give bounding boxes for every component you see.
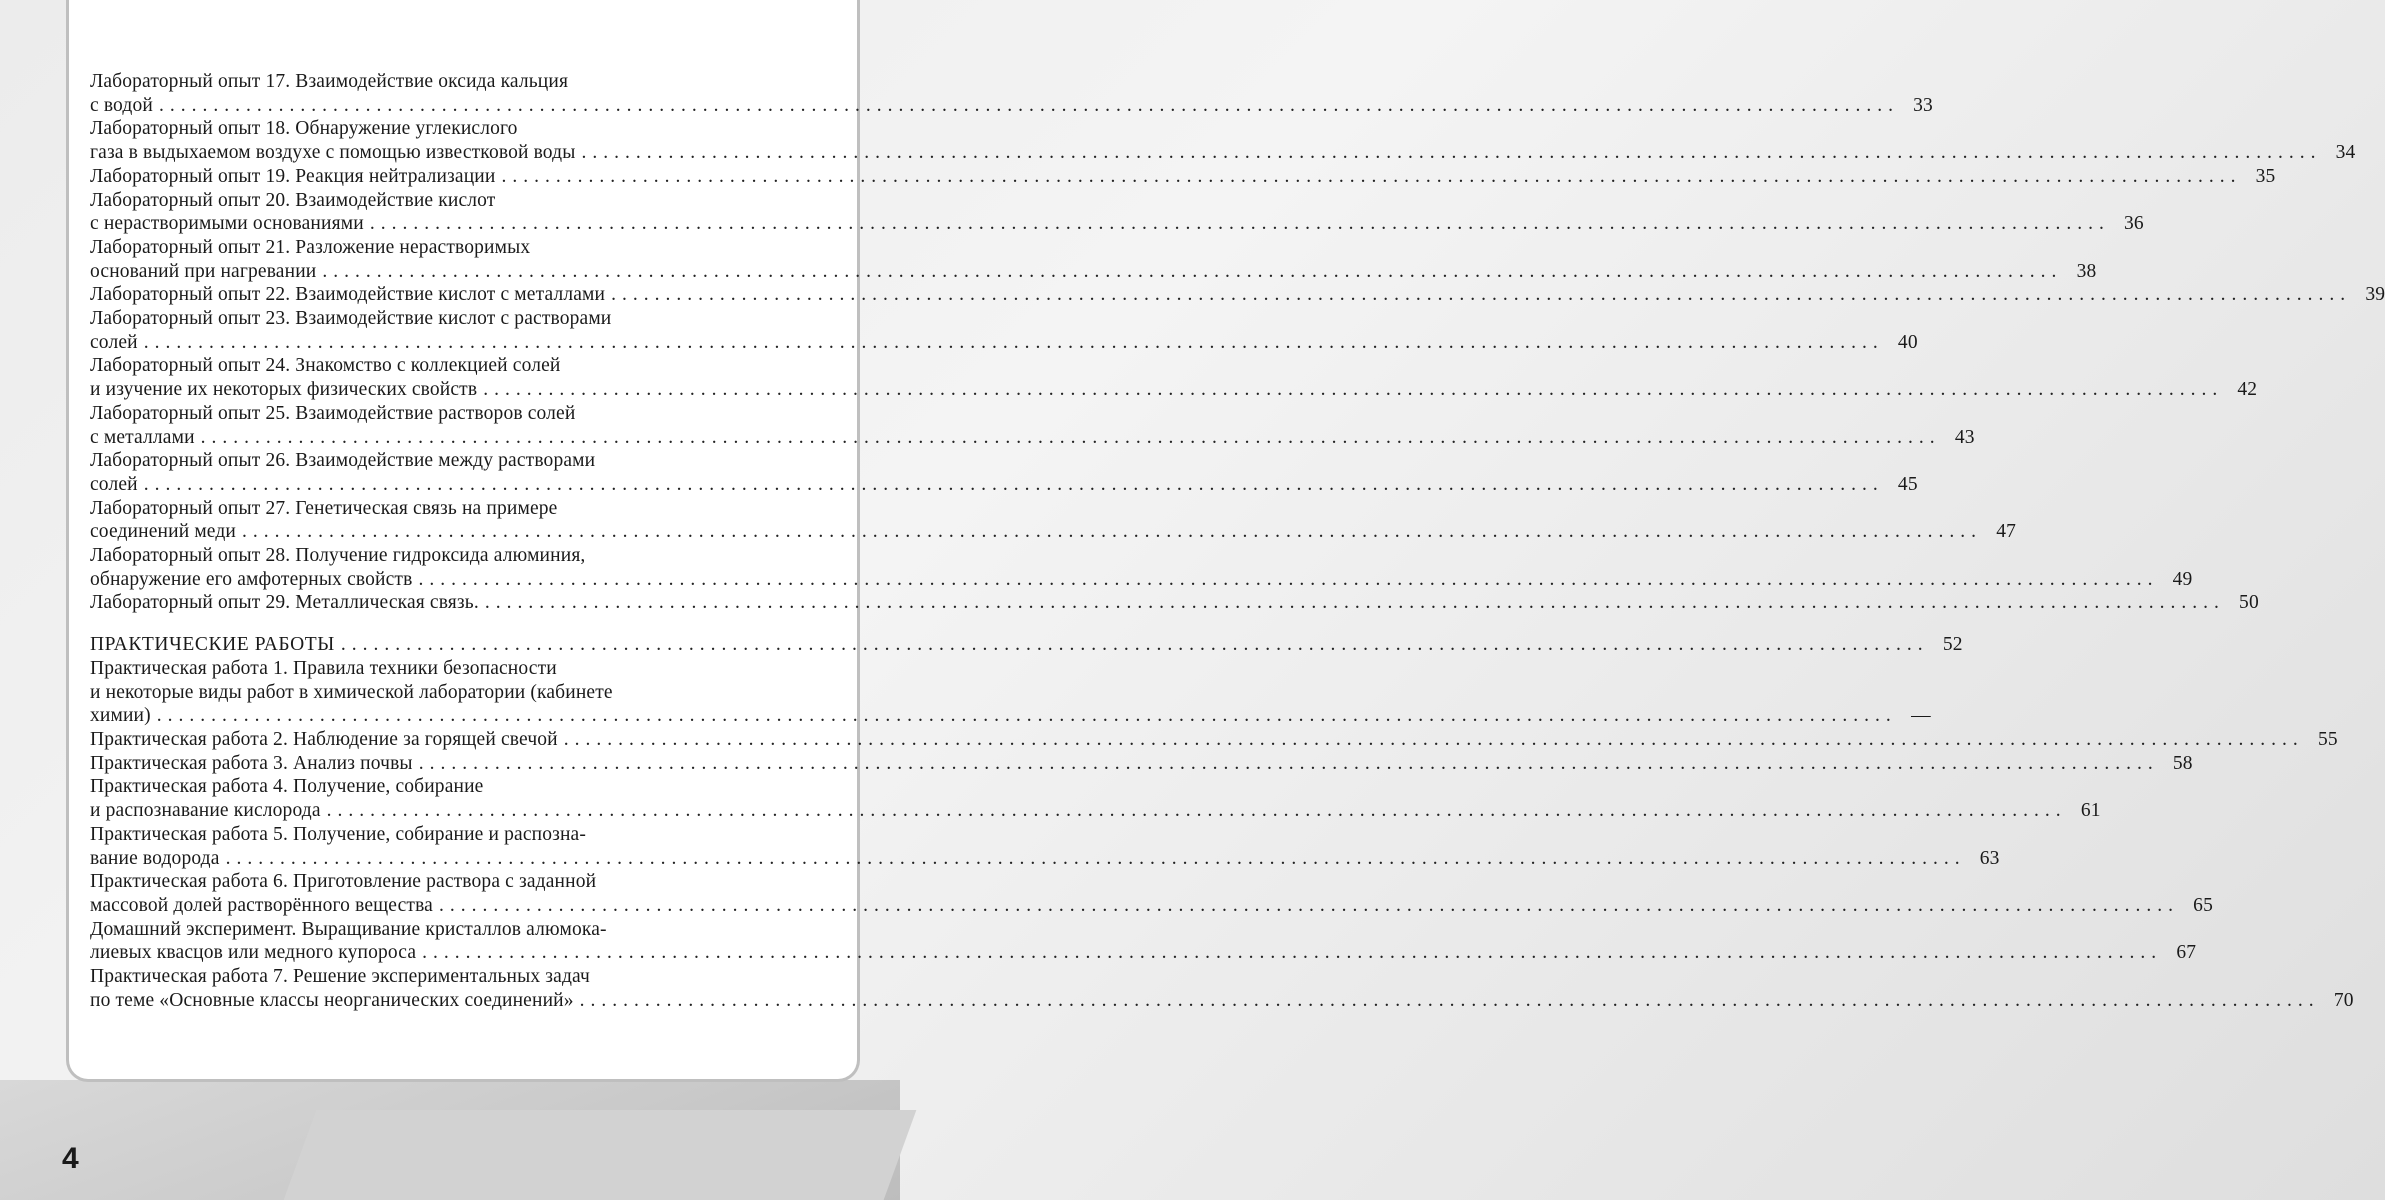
dot-leader: ................................................................................................................................................................	[418, 752, 2159, 774]
toc-entry	[90, 870, 2213, 917]
page-ref: 36	[2124, 213, 2144, 235]
toc-entry	[90, 544, 2193, 591]
entry-text-line: Лабораторный опыт 23. Взаимодействие кислот с растворами	[90, 308, 612, 330]
toc-entry	[90, 775, 2101, 822]
entry-text-line: Лабораторный опыт 29. Металлическая связь.	[90, 592, 479, 614]
page-ref: 45	[1897, 473, 1918, 495]
entry-text-line: вание водорода	[90, 847, 220, 869]
entry-text-line: Лабораторный опыт 28. Получение гидроксида алюминия,	[90, 545, 586, 567]
dot-leader: ................................................................................................................................................................	[579, 989, 2320, 1011]
entry-text-line: Лабораторный опыт 26. Взаимодействие между растворами	[90, 450, 596, 472]
toc-entry	[90, 307, 1918, 354]
dot-leader: ................................................................................................................................................................	[369, 213, 2110, 235]
page-ref: 58	[2172, 752, 2193, 774]
page-ref: 39	[2365, 284, 2385, 306]
toc-entry	[90, 657, 1931, 728]
dot-leader: ................................................................................................................................................................	[242, 521, 1983, 543]
page-ref: 42	[2237, 379, 2258, 401]
dot-leader: ................................................................................................................................................................	[225, 847, 1966, 869]
toc-entry	[90, 823, 2000, 870]
toc-entry	[90, 591, 2259, 615]
page-ref: —	[1911, 705, 1931, 727]
dot-leader: ................................................................................................................................................................	[143, 331, 1884, 353]
page-ref: 65	[2193, 894, 2213, 916]
dot-leader: ................................................................................................................................................................	[322, 260, 2063, 282]
toc-entry	[90, 752, 2193, 776]
page-ref: 43	[1954, 426, 1975, 448]
entry-text-line: и некоторые виды работ в химической лаборатории (кабинете	[90, 681, 613, 703]
entry-text-line: Практическая работа 5. Получение, собирание и распозна-	[90, 823, 587, 845]
toc-entry	[90, 449, 1918, 496]
entry-text-line: Практическая работа 4. Получение, собирание	[90, 776, 484, 798]
entry-text-line: Лабораторный опыт 19. Реакция нейтрализации	[90, 165, 496, 187]
practical-entries-list	[90, 657, 2354, 1013]
entry-text-line: по теме «Основные классы неорганических соединений»	[90, 989, 574, 1011]
entry-text-line: солей	[90, 473, 138, 495]
dot-leader: ................................................................................................................................................................	[143, 473, 1884, 495]
dot-leader: ................................................................................................................................................................	[158, 94, 1899, 116]
toc-entry	[90, 728, 2338, 752]
section-gap	[90, 615, 850, 633]
toc-entry	[90, 189, 2144, 236]
dot-leader: ................................................................................................................................................................	[611, 284, 2352, 306]
entry-text-line: Практическая работа 6. Приготовление раствора с заданной	[90, 871, 597, 893]
page-ref: 49	[2172, 568, 2193, 590]
entry-text-line: Практическая работа 7. Решение экспериментальных задач	[90, 966, 591, 988]
toc-entry	[90, 402, 1975, 449]
toc-entry	[90, 70, 1933, 117]
entry-text-line: Практическая работа 1. Правила техники безопасности	[90, 657, 557, 679]
entry-text-line: газа в выдыхаемом воздухе с помощью известковой воды	[90, 142, 576, 164]
entry-text-line: Лабораторный опыт 27. Генетическая связь на примере	[90, 497, 558, 519]
dot-leader: ................................................................................................................................................................	[326, 800, 2067, 822]
dot-leader: ................................................................................................................................................................	[418, 568, 2159, 590]
entry-text-line: с водой	[90, 94, 153, 116]
toc-entry	[90, 354, 2258, 401]
entry-text-line: Практическая работа 2. Наблюдение за горящей свечой	[90, 728, 558, 750]
background-shape-accent	[284, 1110, 917, 1200]
entry-text-line: с нерастворимыми основаниями	[90, 213, 364, 235]
entry-text-line: оснований при нагревании	[90, 260, 317, 282]
page-ref: 35	[2255, 165, 2276, 187]
entry-text-line: химии)	[90, 705, 151, 727]
entry-text-line: соединений меди	[90, 521, 237, 543]
toc-entry	[90, 236, 2097, 283]
entry-text-line: и распознавание кислорода	[90, 800, 321, 822]
toc-entry	[90, 965, 2354, 1012]
dot-leader: ................................................................................................................................................................	[200, 426, 1941, 448]
page-ref: 34	[2335, 142, 2356, 164]
page-ref: 63	[1979, 847, 2000, 869]
entry-text-line: лиевых квасцов или медного купороса	[90, 942, 417, 964]
dot-leader: ................................................................................................................................................................	[563, 728, 2304, 750]
page-ref: 47	[1996, 521, 2017, 543]
entry-text-line: Лабораторный опыт 24. Знакомство с коллекцией солей	[90, 355, 561, 377]
page-ref: 40	[1897, 331, 1918, 353]
page-number: 4	[62, 1142, 79, 1175]
dot-leader: ................................................................................................................................................................	[484, 592, 2225, 614]
entry-text-line: и изучение их некоторых физических свойств	[90, 379, 478, 401]
toc-entry	[90, 918, 2197, 965]
entry-text-line: Лабораторный опыт 18. Обнаружение углекислого	[90, 118, 518, 140]
dot-leader: ................................................................................................................................................................	[581, 142, 2322, 164]
page-ref: 38	[2076, 260, 2097, 282]
dot-leader: ................................................................................................................................................................	[501, 165, 2242, 187]
page-ref: 50	[2239, 592, 2259, 614]
dot-leader: ................................................................................................................................................................	[156, 705, 1897, 727]
toc-entry	[90, 283, 2385, 307]
entry-text-line: Лабораторный опыт 25. Взаимодействие растворов солей	[90, 402, 576, 424]
toc-section-heading	[90, 633, 1963, 657]
toc-entry	[90, 117, 2356, 164]
lab-entries-list	[90, 70, 2385, 615]
dot-leader: ................................................................................................................................................................	[483, 379, 2224, 401]
table-of-contents	[90, 70, 2385, 1012]
entry-text-line: массовой долей растворённого вещества	[90, 894, 433, 916]
page-ref: 55	[2317, 728, 2338, 750]
page-ref: 67	[2176, 942, 2197, 964]
dot-leader: ................................................................................................................................................................	[422, 942, 2163, 964]
page-ref: 52	[1942, 634, 1963, 656]
entry-text-line: Домашний эксперимент. Выращивание кристаллов алюмока-	[90, 918, 607, 940]
dot-leader: ..................................................................................................................................................	[340, 634, 1929, 656]
entry-text-line: Практическая работа 3. Анализ почвы	[90, 752, 413, 774]
entry-text-line: Лабораторный опыт 17. Взаимодействие оксида кальция	[90, 71, 569, 92]
page-ref: 61	[2080, 800, 2101, 822]
section-title: ПРАКТИЧЕСКИЕ РАБОТЫ	[90, 634, 335, 656]
entry-text-line: Лабораторный опыт 20. Взаимодействие кислот	[90, 189, 496, 211]
entry-text-line: Лабораторный опыт 21. Разложение нерастворимых	[90, 236, 531, 258]
entry-text-line: солей	[90, 331, 138, 353]
entry-text-line: обнаружение его амфотерных свойств	[90, 568, 413, 590]
page-ref: 70	[2333, 989, 2354, 1011]
toc-entry	[90, 165, 2276, 189]
dot-leader: ................................................................................................................................................................	[438, 894, 2179, 916]
entry-text-line: с металлами	[90, 426, 195, 448]
page-ref: 33	[1913, 94, 1933, 116]
entry-text-line: Лабораторный опыт 22. Взаимодействие кислот с металлами	[90, 284, 606, 306]
toc-entry	[90, 497, 2017, 544]
